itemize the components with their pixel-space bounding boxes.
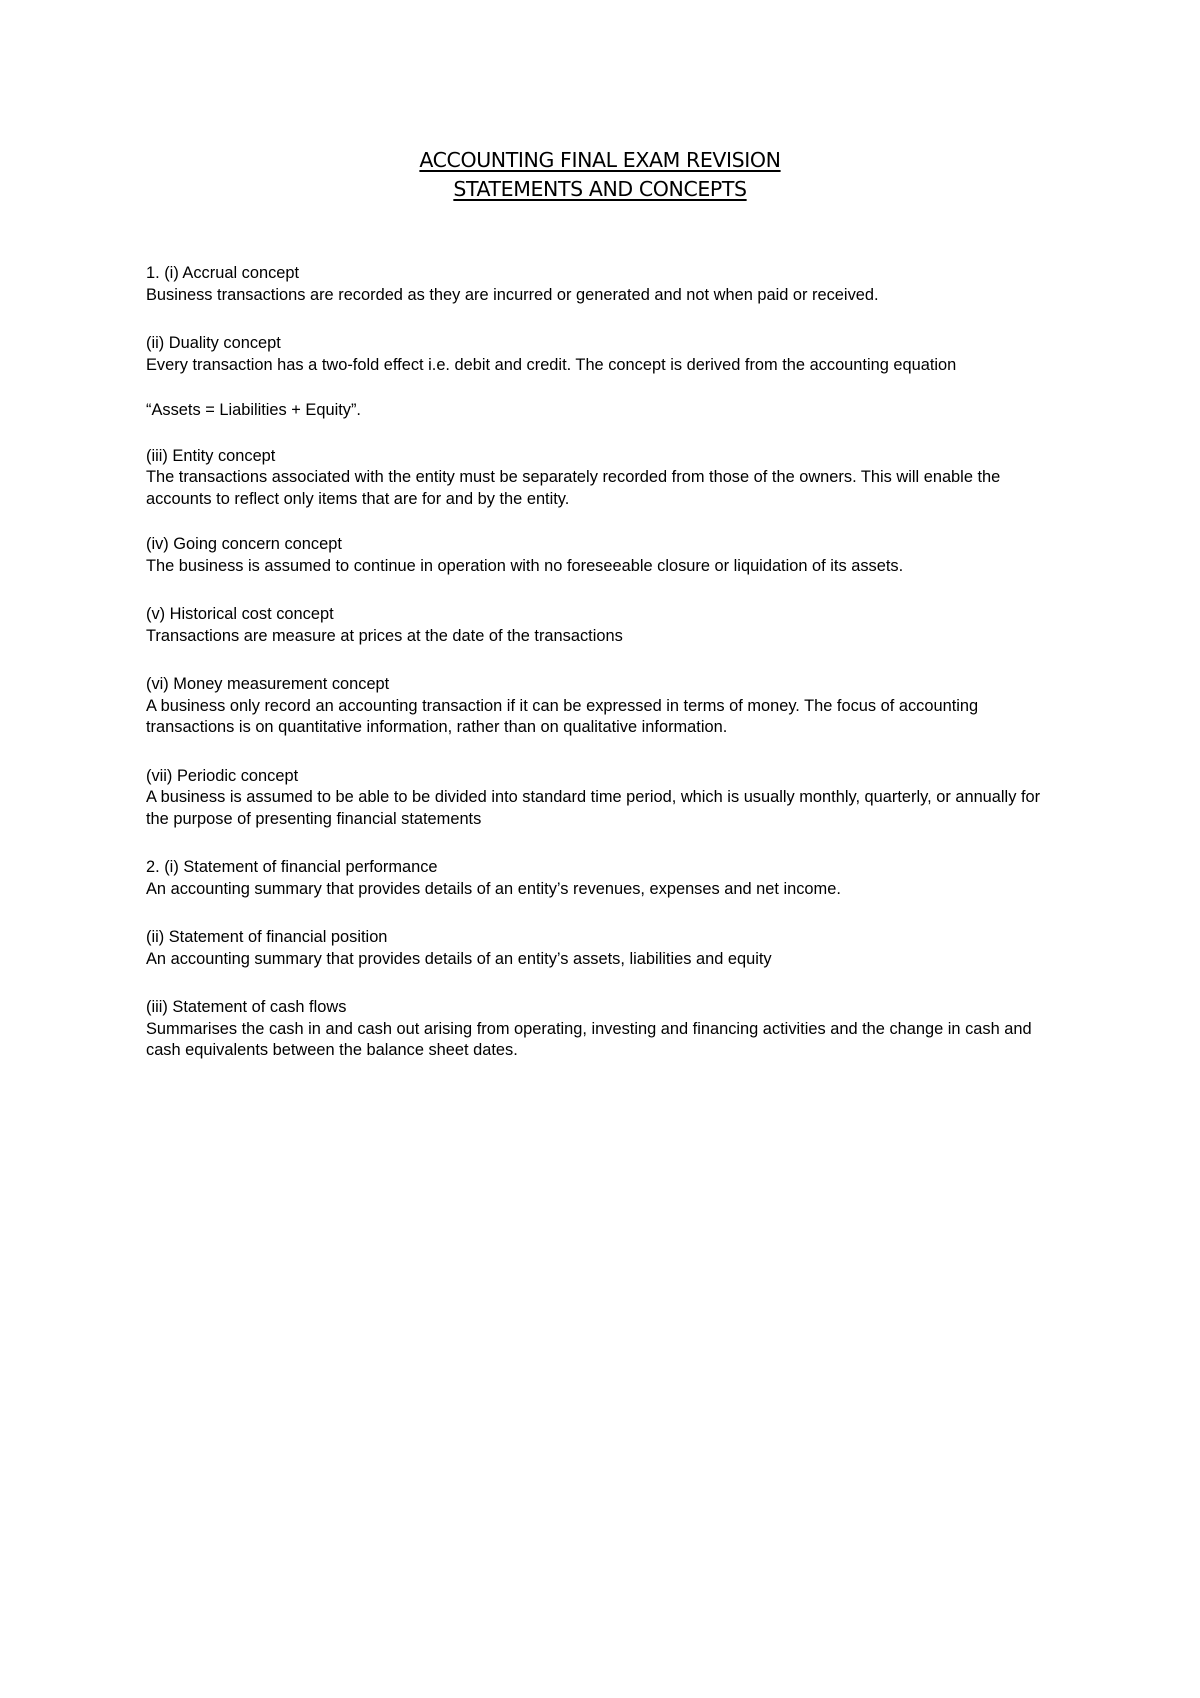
section-heading: (ii) Statement of financial position bbox=[146, 928, 388, 946]
section-body: Every transaction has a two-fold effect i.e. debit and credit. The concept is derived from the accounting equation bbox=[146, 355, 957, 374]
section-duality-concept bbox=[146, 333, 1061, 376]
section-heading: 2. (i) Statement of financial performance bbox=[146, 858, 438, 876]
section-periodic-concept bbox=[146, 766, 1061, 831]
accounting-equation: “Assets = Liabilities + Equity”. bbox=[146, 401, 361, 419]
section-accounting-equation bbox=[146, 400, 1061, 422]
section-money-measurement-concept bbox=[146, 674, 1061, 739]
section-heading: (iii) Entity concept bbox=[146, 446, 276, 465]
title-block bbox=[0, 146, 1200, 204]
section-body: Business transactions are recorded as they are incurred or generated and not when paid or received. bbox=[146, 285, 879, 304]
section-statement-cash-flows bbox=[146, 997, 1061, 1062]
section-body: A business is assumed to be able to be divided into standard time period, which is usually monthly, quarterly, or annually for the purpose of presenting financial statements bbox=[146, 788, 1041, 828]
section-statement-financial-position bbox=[146, 927, 1061, 970]
section-heading: (ii) Duality concept bbox=[146, 334, 281, 352]
section-statement-financial-performance bbox=[146, 857, 1061, 900]
document-title: ACCOUNTING FINAL EXAM REVISION bbox=[419, 148, 781, 172]
section-heading: (iii) Statement of cash flows bbox=[146, 998, 347, 1016]
section-heading: (vi) Money measurement concept bbox=[146, 675, 390, 693]
section-body: Summarises the cash in and cash out arising from operating, investing and financing activities and the change in cash and cash equivalents between the balance sheet dates. bbox=[146, 1019, 1032, 1059]
section-heading: (iv) Going concern concept bbox=[146, 535, 342, 553]
section-body: An accounting summary that provides details of an entity’s assets, liabilities and equity bbox=[146, 949, 772, 968]
document-body bbox=[146, 263, 1061, 1089]
section-heading: (vii) Periodic concept bbox=[146, 766, 299, 785]
section-heading: 1. (i) Accrual concept bbox=[146, 264, 300, 282]
section-going-concern-concept bbox=[146, 534, 1061, 577]
section-entity-concept bbox=[146, 446, 1061, 511]
section-body: An accounting summary that provides details of an entity’s revenues, expenses and net income. bbox=[146, 879, 841, 898]
section-body: Transactions are measure at prices at the date of the transactions bbox=[146, 626, 623, 645]
section-body: The transactions associated with the entity must be separately recorded from those of the owners. This will enable the accounts to reflect only items that are for and by the entity. bbox=[146, 468, 1001, 508]
section-historical-cost-concept bbox=[146, 604, 1061, 647]
section-accrual-concept bbox=[146, 263, 1061, 306]
section-body: A business only record an accounting transaction if it can be expressed in terms of money. The focus of accounting transactions is on quantitative information, rather than on qualitative information. bbox=[146, 696, 979, 736]
document-subtitle: STATEMENTS AND CONCEPTS bbox=[453, 177, 747, 201]
section-heading: (v) Historical cost concept bbox=[146, 605, 334, 623]
section-body: The business is assumed to continue in operation with no foreseeable closure or liquidation of its assets. bbox=[146, 556, 904, 575]
